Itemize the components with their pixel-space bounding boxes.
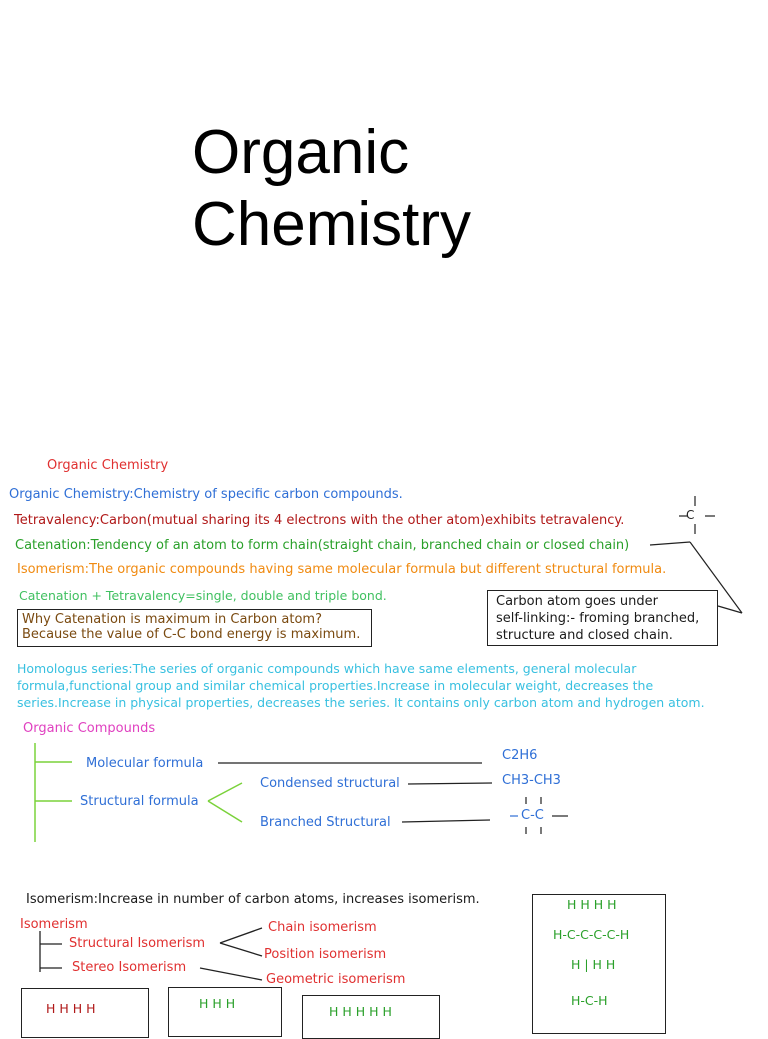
isomerism-heading: Isomerism [20,917,88,932]
structural-isomerism-label: Structural Isomerism [69,936,206,951]
tetravalency-text: Tetravalency:Carbon(mutual sharing its 4 electrons with the other atom)exhibits tetravalency. [14,513,625,528]
structure-box-3 [302,995,440,1039]
structural-formula-label: Structural formula [80,794,199,809]
isomerism-intro: Isomerism:Increase in number of carbon atoms, increases isomerism. [26,892,480,907]
homologous-series [17,660,705,711]
slide-title-line2: Chemistry [192,190,472,259]
homologous-line2: formula,functional group and similar chemical properties.Increase in molecular weight, decreases the [17,678,654,693]
homologous-line1: Homologus series:The series of organic compounds which have same elements, general molecular [17,661,637,676]
molecular-formula-label: Molecular formula [86,756,204,771]
position-isomerism-label: Position isomerism [264,947,387,962]
ch3ch3-formula: CH3-CH3 [502,773,561,788]
handwritten-notes [0,420,768,1024]
bond-note: Catenation + Tetravalency=single, double and triple bond. [19,588,387,603]
small-box1-row: H H H H [46,1001,96,1016]
isomerism-definition: Isomerism:The organic compounds having same molecular formula but different structural formula. [17,562,667,577]
why-box-line1: Why Catenation is maximum in Carbon atom? [22,612,322,627]
definition-text: Organic Chemistry:Chemistry of specific carbon compounds. [9,487,403,502]
carbon-box-line1: Carbon atom goes under [496,594,658,609]
structure-row6: H-C-H [571,993,608,1008]
carbon-symbol: C [686,508,695,522]
structure-row1: H H H H [567,897,617,912]
why-catenation-box [17,609,372,647]
carbon-self-linking-box [487,590,718,646]
homologous-line3: series.Increase in physical properties, decreases the series. It contains only carbon atom and hydrogen atom. [17,695,705,710]
stereo-isomerism-label: Stereo Isomerism [72,960,187,975]
carbon-box-line2: self-linking:- froming branched, [496,611,700,626]
slide-title-line1: Organic [192,118,410,187]
chain-isomerism-label: Chain isomerism [268,920,377,935]
notes-heading: Organic Chemistry [47,458,169,473]
catenation-text: Catenation:Tendency of an atom to form chain(straight chain, branched chain or closed chain) [15,538,630,553]
title-slide [0,0,768,420]
structure-box-2 [168,987,282,1037]
c2h6-formula: C2H6 [502,748,538,763]
structure-box-1 [21,988,149,1038]
carbon-box-line3: structure and closed chain. [496,628,673,643]
cc-formula: C-C [521,808,544,823]
butane-structure-box [532,894,666,1034]
compounds-heading: Organic Compounds [23,721,156,736]
condensed-structural-label: Condensed structural [260,776,400,791]
why-box-line2: Because the value of C-C bond energy is maximum. [22,627,361,642]
geometric-isomerism-label: Geometric isomerism [266,972,406,987]
slide-title [192,117,471,261]
small-box3-row: H H H H H [329,1004,392,1019]
structure-row5: H | H H [571,957,616,972]
structure-row3: H-C-C-C-C-H [553,927,630,942]
branched-structural-label: Branched Structural [260,815,391,830]
small-box2-row: H H H [199,996,236,1011]
